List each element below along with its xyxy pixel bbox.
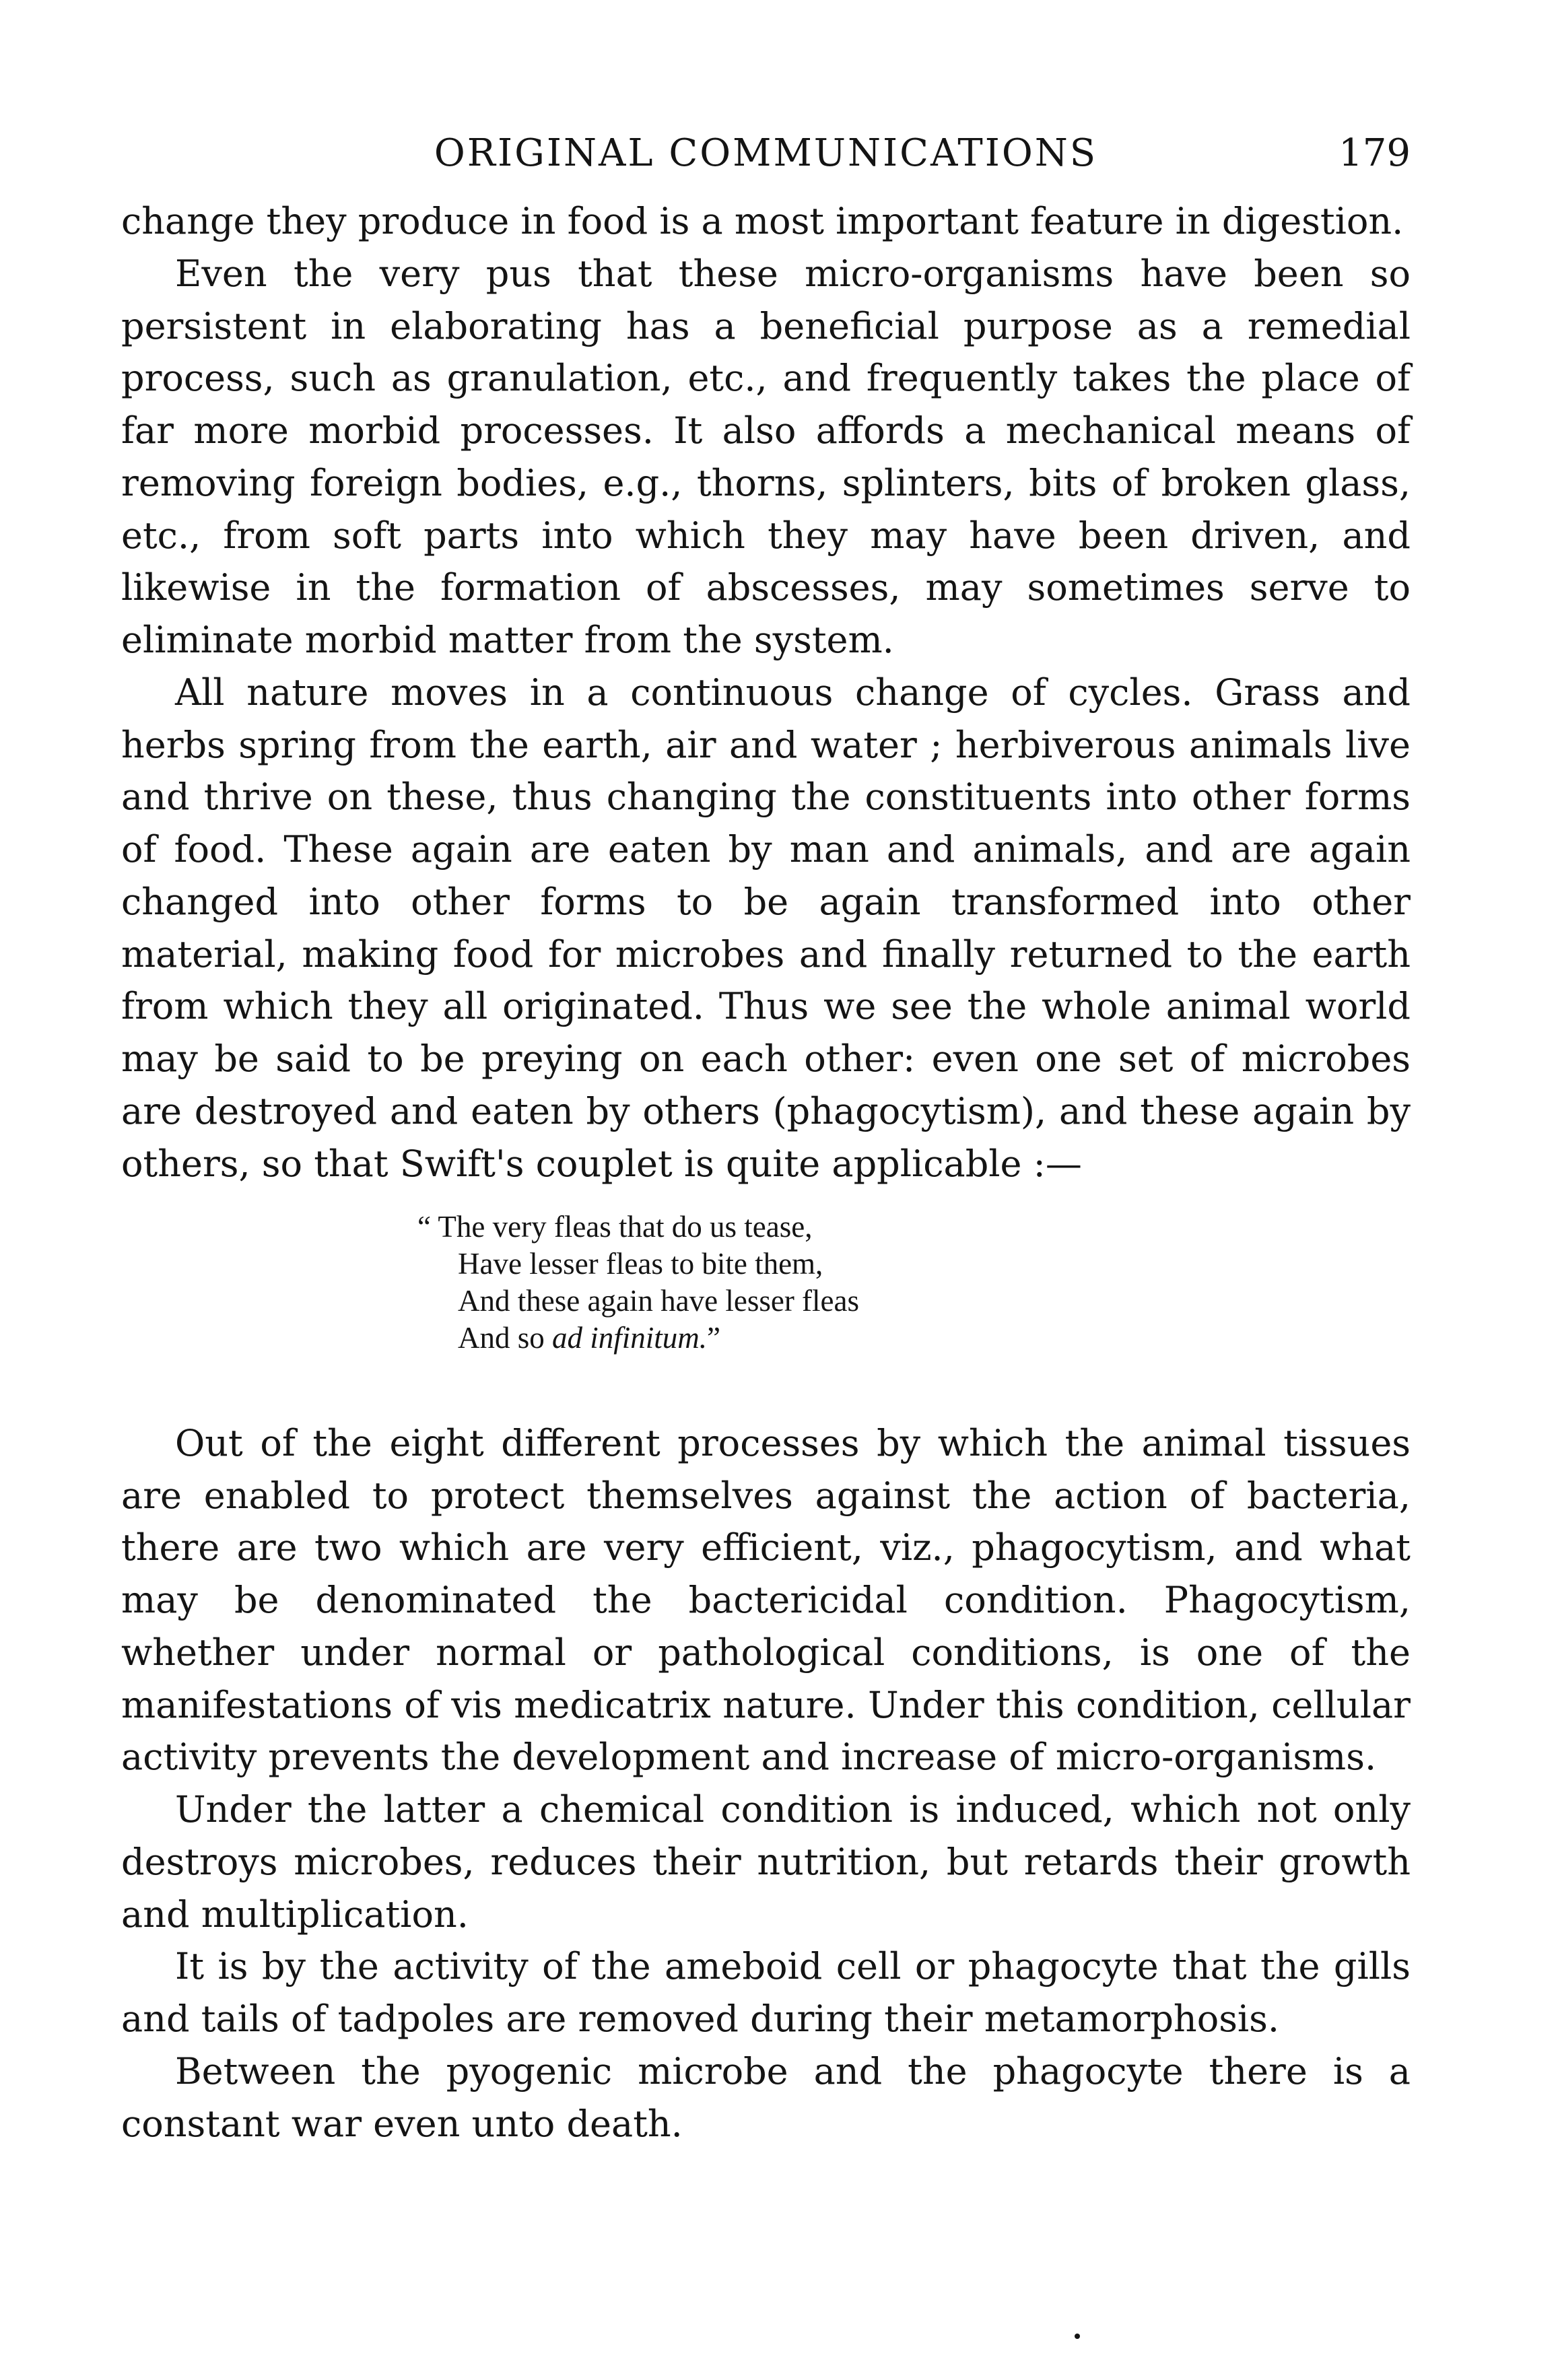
running-head xyxy=(121,114,1411,175)
paragraph-nature-cycles: All nature moves in a continuous change of cycles. Grass and herbs spring from the earth, air and water ; herbiverous animals live and thrive on these, thus changing the constituents into other forms of food. These again are eaten by man and animals, and are again changed into other forms to be again transformed into other material, making food for microbes and finally returned to the earth from which they all originated. Thus we see the whole animal world may be said to be preying on each other: even one set of microbes are destroyed and eaten by others (phagocytism), and these again by others, so that Swift's couplet is quite applicable :— xyxy=(121,671,1411,1185)
page-number: 179 xyxy=(1339,131,1411,175)
paragraph-tadpoles: It is by the activity of the ameboid cell or phagocyte that the gills and tails of tadpoles are removed during their metamorphosis. xyxy=(121,1945,1411,2041)
paragraph-eight-processes: Out of the eight different processes by which the animal tissues are enabled to protect themselves against the action of bacteria, there are two which are very efficient, viz., phagocytism, and what may be denominated the bactericidal condition. Phagocytism, whether under normal or pathological conditions, is one of the manifestations of vis medicatrix nature. Under this condition, cellular activity prevents the development and increase of micro-organisms. xyxy=(121,1421,1411,1779)
paragraph-chemical-condition: Under the latter a chemical condition is induced, which not only destroys microbes, reduces their nutrition, but retards their growth and multiplication. xyxy=(121,1788,1411,1936)
body-text xyxy=(121,195,1411,2150)
verse-line-3: And these again have lesser fleas xyxy=(458,1284,860,1318)
paragraph-pus: Even the very pus that these micro-organisms have been so persistent in elaborating has a beneficial purpose as a remedial process, such as granulation, etc., and frequently takes the place of far more morbid processes. It also affords a mechanical means of removing foreign bodies, e.g., thorns, splinters, bits of broken glass, etc., from soft parts into which they may have been driven, and likewise in the formation of abscesses, may sometimes serve to eliminate morbid matter from the system. xyxy=(121,252,1411,661)
swift-couplet-quote xyxy=(417,1209,1411,1357)
verse-line-1: “ The very fleas that do us tease, xyxy=(417,1210,813,1244)
verse-line-4-italic: ad infinitum. xyxy=(552,1320,708,1355)
verse-line-4-prefix: And so xyxy=(458,1320,553,1355)
verse-line-2: Have lesser fleas to bite them, xyxy=(458,1247,823,1281)
paragraph-continued: change they produce in food is a most important feature in digestion. xyxy=(121,200,1404,242)
running-title: ORIGINAL COMMUNICATIONS xyxy=(434,131,1098,175)
stray-ink-dot xyxy=(1075,2334,1080,2339)
book-page xyxy=(121,114,1411,2150)
verse-line-4-suffix: ” xyxy=(707,1320,721,1355)
verse-line-4 xyxy=(417,1320,1411,1357)
paragraph-war: Between the pyogenic microbe and the phagocyte there is a constant war even unto death. xyxy=(121,2049,1411,2145)
